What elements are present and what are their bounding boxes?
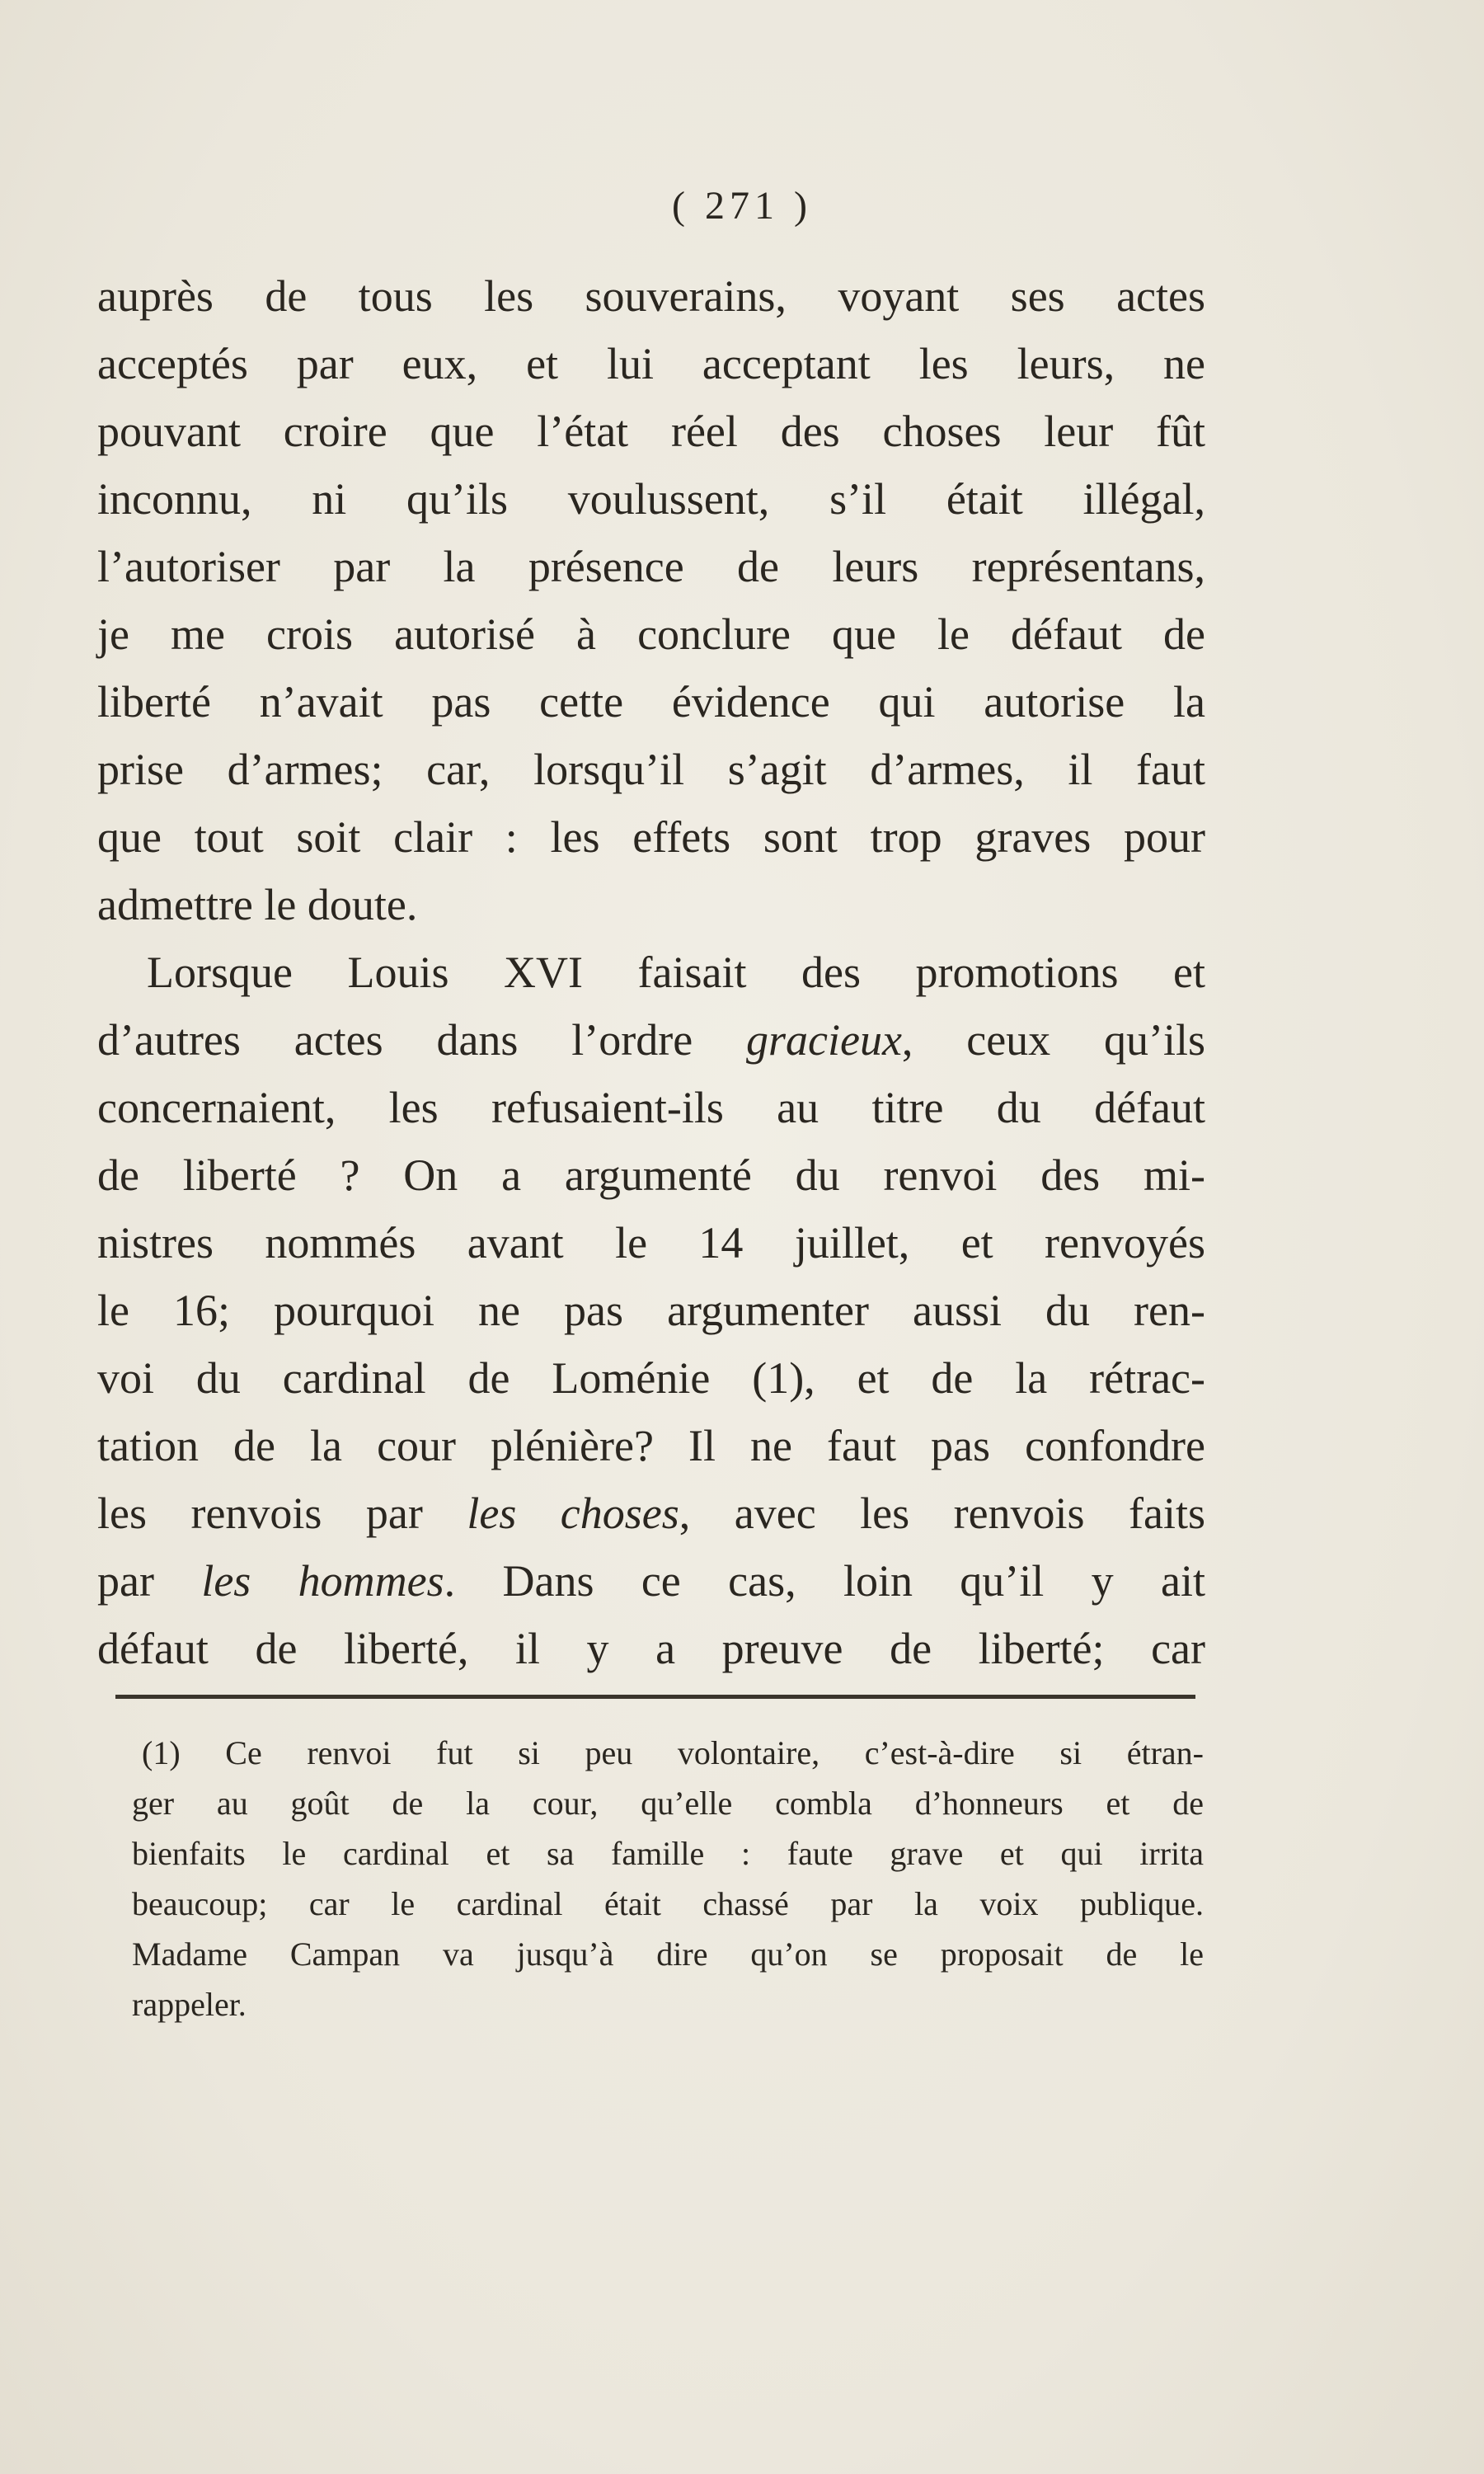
text-line: que tout soit clair : les effets sont trop graves pour <box>97 812 1205 862</box>
main-text <box>97 262 1205 1682</box>
footnote <box>132 1728 1204 2030</box>
text-line: inconnu, ni qu’ils voulussent, s’il était illégal, <box>97 474 1205 524</box>
text-fragment: par <box>97 1556 202 1606</box>
footnote-line: ger au goût de la cour, qu’elle combla d’honneurs et de <box>132 1785 1204 1822</box>
text-line: tation de la cour plénière? Il ne faut pas confondre <box>97 1421 1205 1470</box>
text-line: liberté n’avait pas cette évidence qui autorise la <box>97 677 1205 727</box>
italic-word: gracieux <box>746 1015 902 1065</box>
footnote-line: bienfaits le cardinal et sa famille : faute grave et qui irrita <box>132 1835 1204 1872</box>
text-line <box>97 1006 1205 1074</box>
text-line: admettre le doute. <box>97 880 418 929</box>
text-line: de liberté ? On a argumenté du renvoi des mi- <box>97 1150 1205 1200</box>
text-fragment: , ceux qu’ils <box>901 1015 1205 1065</box>
text-line: voi du cardinal de Loménie (1), et de la rétrac- <box>97 1353 1205 1403</box>
text-fragment: d’autres actes dans l’ordre <box>97 1015 746 1065</box>
footnote-line: rappeler. <box>132 1986 247 2023</box>
text-line <box>97 1547 1205 1615</box>
text-line <box>97 1479 1205 1547</box>
text-line: je me crois autorisé à conclure que le défaut de <box>97 609 1205 659</box>
text-line: le 16; pourquoi ne pas argumenter aussi du ren- <box>97 1286 1205 1335</box>
italic-phrase: les hommes <box>201 1556 444 1606</box>
text-line: concernaient, les refusaient-ils au titre du défaut <box>97 1083 1205 1132</box>
text-line: prise d’armes; car, lorsqu’il s’agit d’armes, il faut <box>97 745 1205 794</box>
page-number: ( 271 ) <box>672 184 812 228</box>
italic-phrase: les choses <box>467 1489 679 1538</box>
footnote-line: beaucoup; car le cardinal était chassé par la voix publique. <box>132 1885 1204 1922</box>
text-fragment: , avec les renvois faits <box>679 1489 1206 1538</box>
footnote-line: (1) Ce renvoi fut si peu volontaire, c’est-à-dire si étran- <box>142 1734 1204 1771</box>
text-line: l’autoriser par la présence de leurs représentans, <box>97 542 1205 591</box>
text-fragment: . Dans ce cas, loin qu’il y ait <box>444 1556 1205 1606</box>
text-line: auprès de tous les souverains, voyant ses actes <box>97 271 1205 321</box>
footnote-line: Madame Campan va jusqu’à dire qu’on se proposait de le <box>132 1935 1204 1973</box>
footnote-separator <box>115 1695 1195 1699</box>
text-line: pouvant croire que l’état réel des choses leur fût <box>97 407 1205 456</box>
text-line: Lorsque Louis XVI faisait des promotions et <box>147 948 1205 997</box>
text-line: nistres nommés avant le 14 juillet, et renvoyés <box>97 1218 1205 1268</box>
text-line: défaut de liberté, il y a preuve de liberté; car <box>97 1624 1205 1673</box>
text-fragment: les renvois par <box>97 1489 467 1538</box>
text-line: acceptés par eux, et lui acceptant les leurs, ne <box>97 339 1205 388</box>
